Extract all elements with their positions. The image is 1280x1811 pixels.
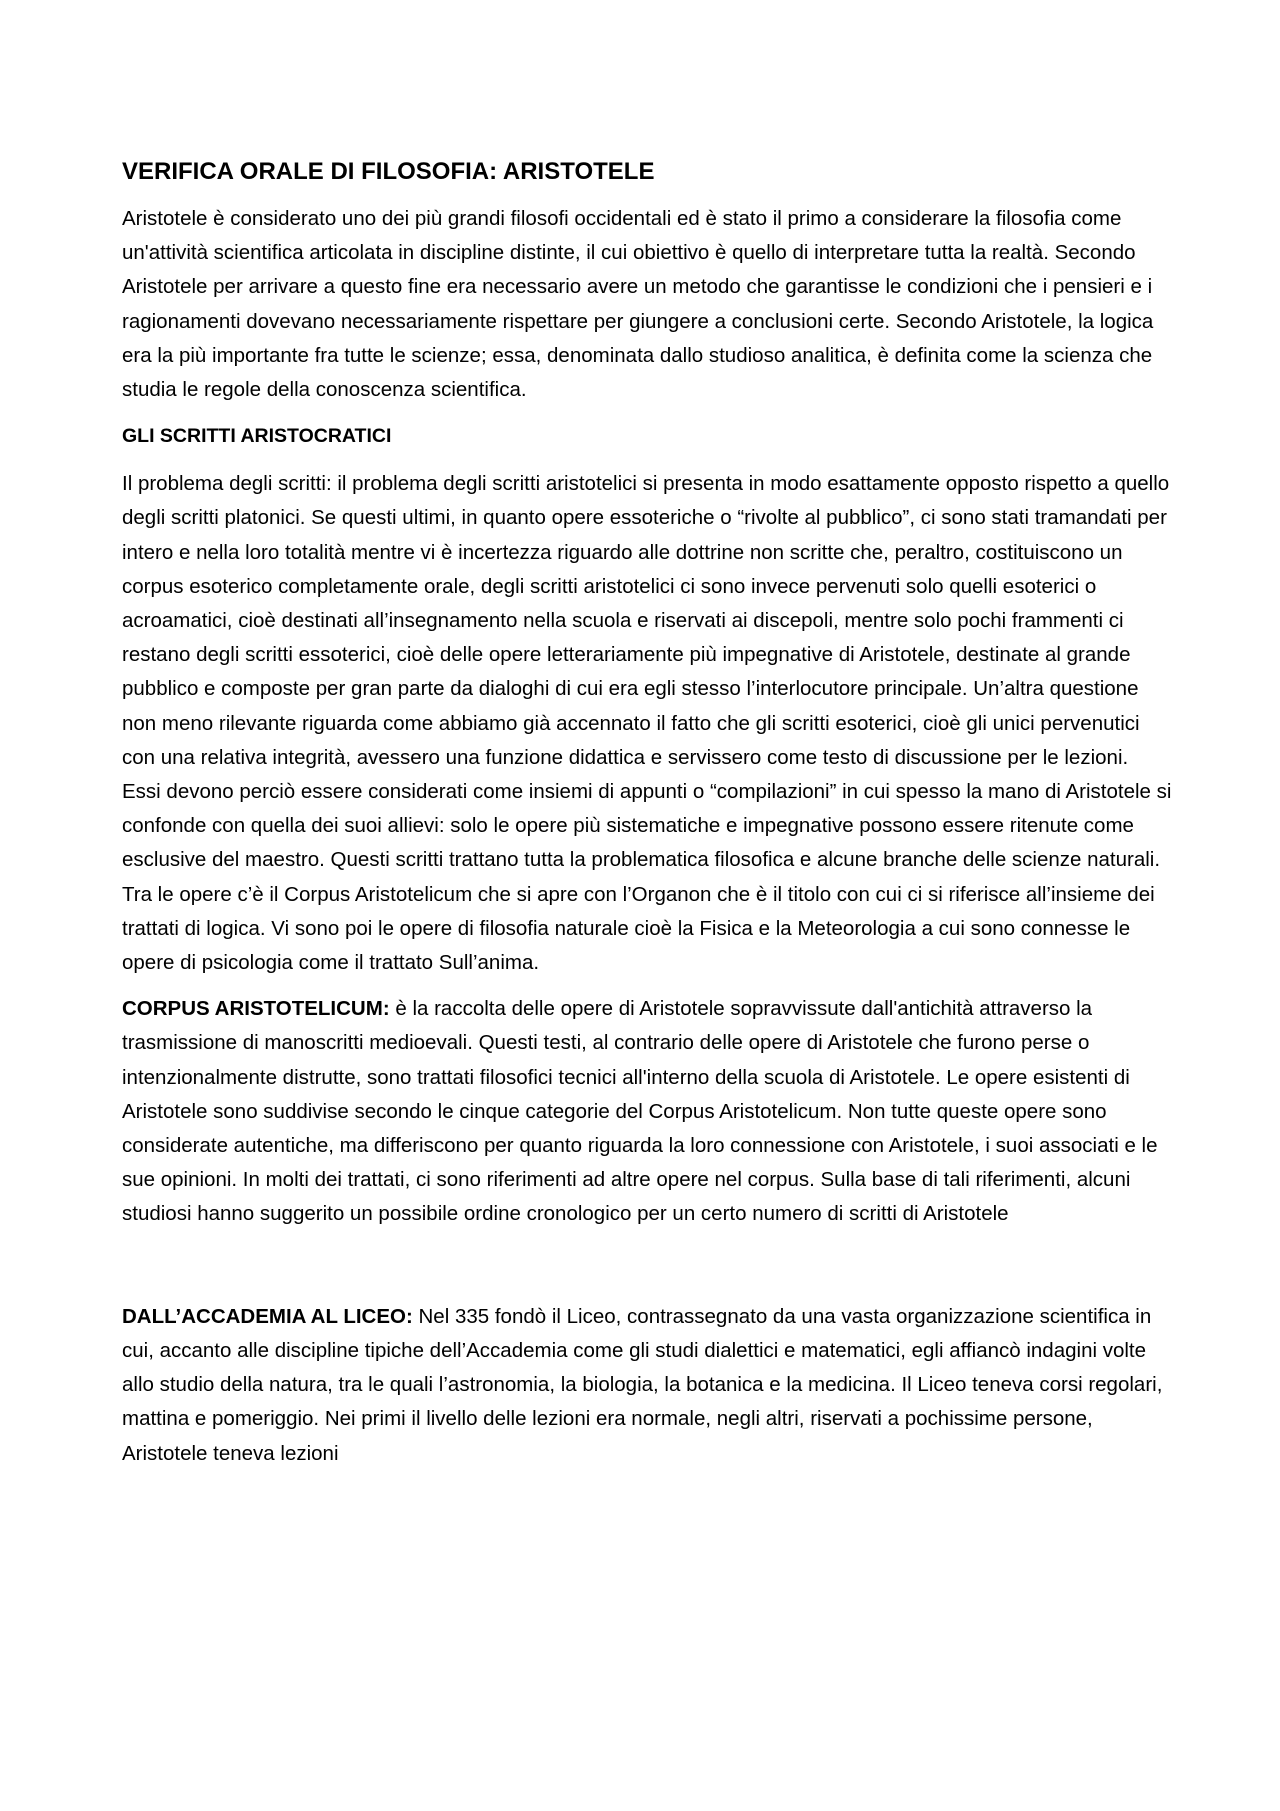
scritti-paragraph: Il problema degli scritti: il problema degli scritti aristotelici si presenta in modo esattamente opposto rispetto a quello degli scritti platonici. Se questi ultimi, in quanto opere essoteriche o “rivolte al pubblico”, ci sono stati tramandati per intero e nella loro totalità mentre vi è incertezza riguardo alle dottrine non scritte che, peraltro, costituiscono un corpus esoterico completamente orale, degli scritti aristotelici ci sono invece pervenuti solo quelli esoterici o acroamatici, cioè destinati all’insegnamento nella scuola e riservati ai discepoli, mentre solo pochi frammenti ci restano degli scritti essoterici, cioè delle opere letterariamente più impegnative di Aristotele, destinate al grande pubblico e composte per gran parte da dialoghi di cui era egli stesso l’interlocutore principale. Un’altra questione non meno rilevante riguarda come abbiamo già accennato il fatto che gli scritti esoterici, cioè gli unici pervenutici con una relativa integrità, avessero una funzione didattica e servissero come testo di discussione per le lezioni. Essi devono perciò essere considerati come insiemi di appunti o “compilazioni” in cui spesso la mano di Aristotele si confonde con quella dei suoi allievi: solo le opere più sistematiche e impegnative possono essere ritenute come esclusive del maestro. Questi scritti trattano tutta la problematica filosofica e alcune branche delle scienze naturali. Tra le opere c’è il Corpus Aristotelicum che si apre con l’Organon che è il titolo con cui ci si riferisce all’insieme dei trattati di logica. Vi sono poi le opere di filosofia naturale cioè la Fisica e la Meteorologia a cui sono connesse le opere di psicologia come il trattato Sull’anima. xyxy=(122,472,1172,975)
blank-spacer xyxy=(122,1244,1172,1300)
document-page xyxy=(122,152,1172,1483)
corpus-paragraph xyxy=(122,992,1172,1231)
corpus-lead: CORPUS ARISTOTELICUM: xyxy=(122,997,390,1021)
section-heading-scritti: GLI SCRITTI ARISTOCRATICI xyxy=(122,425,392,448)
intro-paragraph: Aristotele è considerato uno dei più grandi filosofi occidentali ed è stato il primo a considerare la filosofia come un'attività scientifica articolata in discipline distinte, il cui obiettivo è quello di interpretare tutta la realtà. Secondo Aristotele per arrivare a questo fine era necessario avere un metodo che garantisse le condizioni che i pensieri e i ragionamenti dovevano necessariamente rispettare per giungere a conclusioni certe. Secondo Aristotele, la logica era la più importante fra tutte le scienze; essa, denominata dallo studioso analitica, è definita come la scienza che studia le regole della conoscenza scientifica. xyxy=(122,207,1154,402)
corpus-body: è la raccolta delle opere di Aristotele sopravvissute dall'antichità attraverso la trasmissione di manoscritti medioevali. Questi testi, al contrario delle opere di Aristotele che furono perse o intenzionalmente distrutte, sono trattati filosofici tecnici all'interno della scuola di Aristotele. Le opere esistenti di Aristotele sono suddivise secondo le cinque categorie del Corpus Aristotelicum. Non tutte queste opere sono considerate autentiche, ma differiscono per quanto riguarda la loro connessione con Aristotele, i suoi associati e le sue opinioni. In molti dei trattati, ci sono riferimenti ad altre opere nel corpus. Sulla base di tali riferimenti, alcuni studiosi hanno suggerito un possibile ordine cronologico per un certo numero di scritti di Aristotele xyxy=(122,997,1158,1226)
document-title: VERIFICA ORALE DI FILOSOFIA: ARISTOTELE xyxy=(122,158,655,185)
liceo-paragraph xyxy=(122,1300,1172,1471)
liceo-lead: DALL’ACCADEMIA AL LICEO: xyxy=(122,1304,413,1328)
liceo-body: Nel 335 fondò il Liceo, contrassegnato da una vasta organizzazione scientifica in cui, accanto alle discipline tipiche dell’Accademia come gli studi dialettici e matematici, egli affiancò indagini volte allo studio della natura, tra le quali l’astronomia, la biologia, la botanica e la medicina. Il Liceo teneva corsi regolari, mattina e pomeriggio. Nei primi il livello delle lezioni era normale, negli altri, riservati a pochissime persone, Aristotele teneva lezioni xyxy=(122,1304,1163,1465)
